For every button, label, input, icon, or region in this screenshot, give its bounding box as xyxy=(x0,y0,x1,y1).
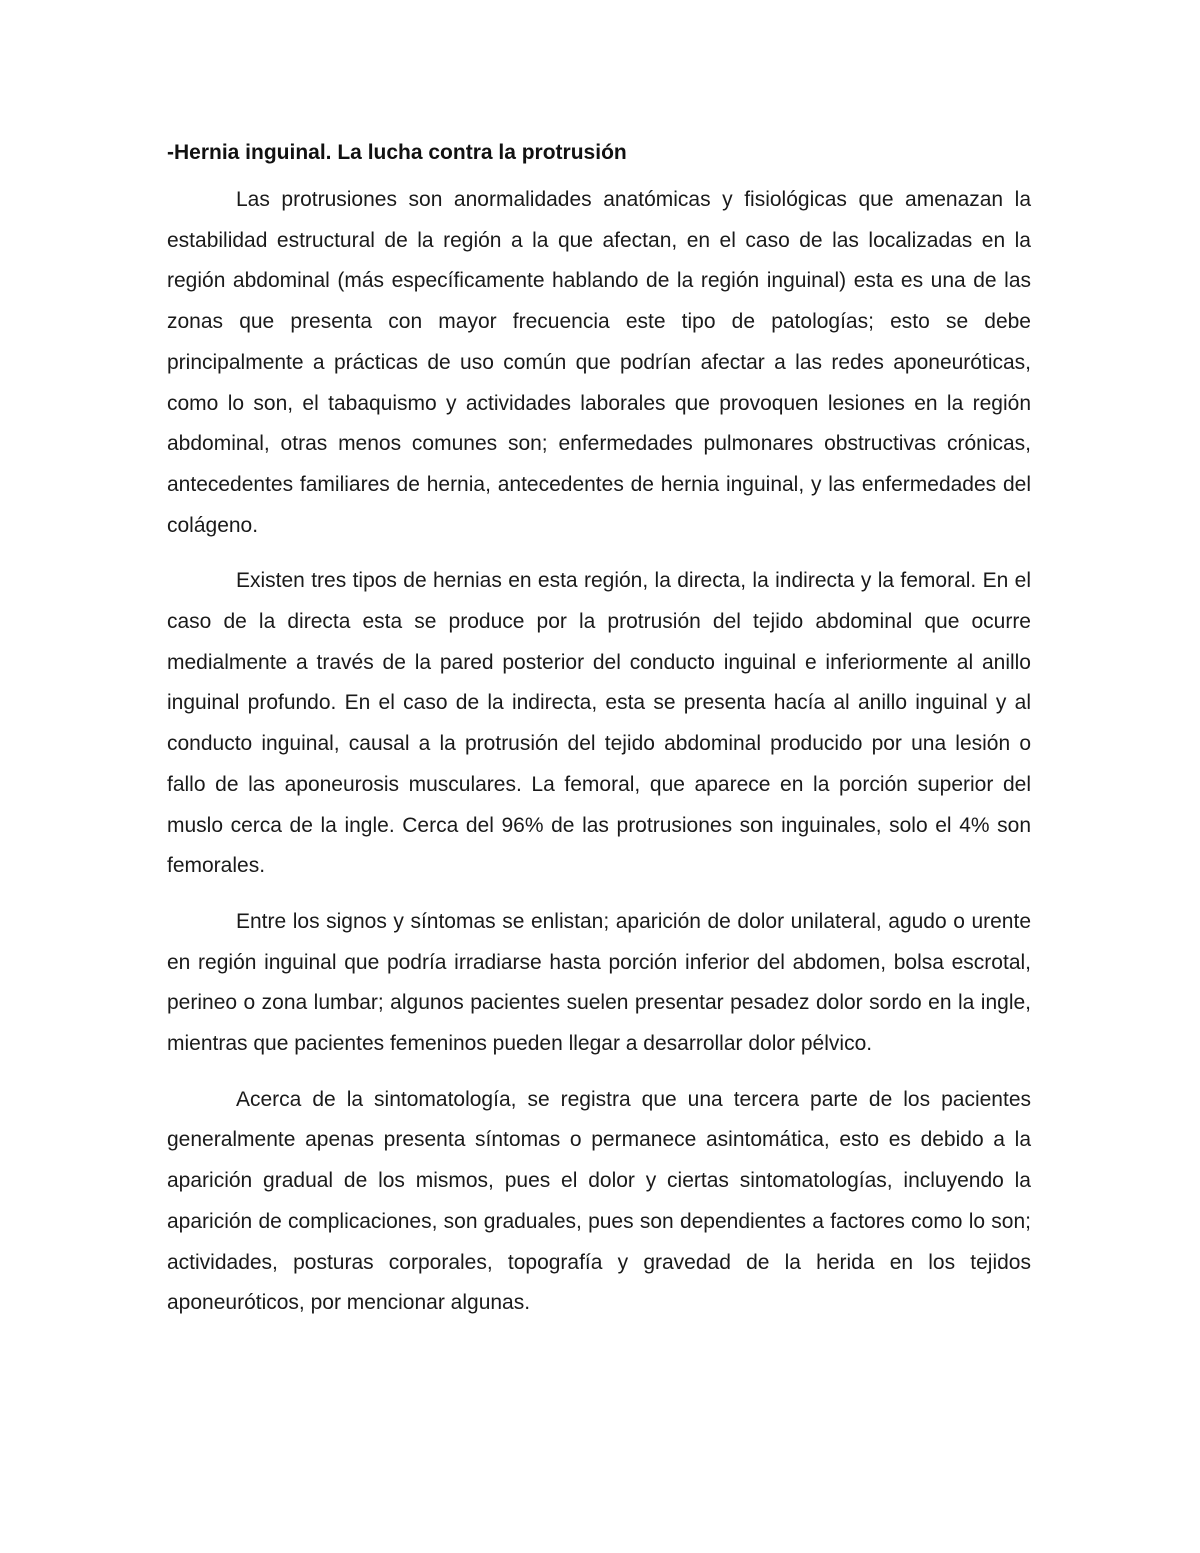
paragraph-2: Existen tres tipos de hernias en esta región, la directa, la indirecta y la femoral. En el caso de la directa esta se produce por la protrusión del tejido abdominal que ocurre medialmente a través de la pared posterior del conducto inguinal e inferiormente al anillo inguinal profundo. En el caso de la indirecta, esta se presenta hacía al anillo inguinal y al conducto inguinal, causal a la protrusión del tejido abdominal producido por una lesión o fallo de las aponeurosis musculares. La femoral, que aparece en la porción superior del muslo cerca de la ingle. Cerca del 96% de las protrusiones son inguinales, solo el 4% son femorales. xyxy=(167,569,1031,878)
document-page xyxy=(167,140,1031,1339)
paragraph-4: Acerca de la sintomatología, se registra que una tercera parte de los pacientes generalmente apenas presenta síntomas o permanece asintomática, esto es debido a la aparición gradual de los mismos, pues el dolor y ciertas sintomatologías, incluyendo la aparición de complicaciones, son graduales, pues son dependientes a factores como lo son; actividades, posturas corporales, topografía y gravedad de la herida en los tejidos aponeuróticos, por mencionar algunas. xyxy=(167,1087,1031,1315)
paragraph-1: Las protrusiones son anormalidades anatómicas y fisiológicas que amenazan la estabilidad estructural de la región a la que afectan, en el caso de las localizadas en la región abdominal (más específicamente hablando de la región inguinal) esta es una de las zonas que presenta con mayor frecuencia este tipo de patologías; esto se debe principalmente a prácticas de uso común que podrían afectar a las redes aponeuróticas, como lo son, el tabaquismo y actividades laborales que provoquen lesiones en la región abdominal, otras menos comunes son; enfermedades pulmonares obstructivas crónicas, antecedentes familiares de hernia, antecedentes de hernia inguinal, y las enfermedades del colágeno. xyxy=(167,188,1031,537)
paragraph-3: Entre los signos y síntomas se enlistan; aparición de dolor unilateral, agudo o urente en región inguinal que podría irradiarse hasta porción inferior del abdomen, bolsa escrotal, perineo o zona lumbar; algunos pacientes suelen presentar pesadez dolor sordo en la ingle, mientras que pacientes femeninos pueden llegar a desarrollar dolor pélvico. xyxy=(167,909,1031,1056)
document-heading: -Hernia inguinal. La lucha contra la protrusión xyxy=(167,141,627,164)
